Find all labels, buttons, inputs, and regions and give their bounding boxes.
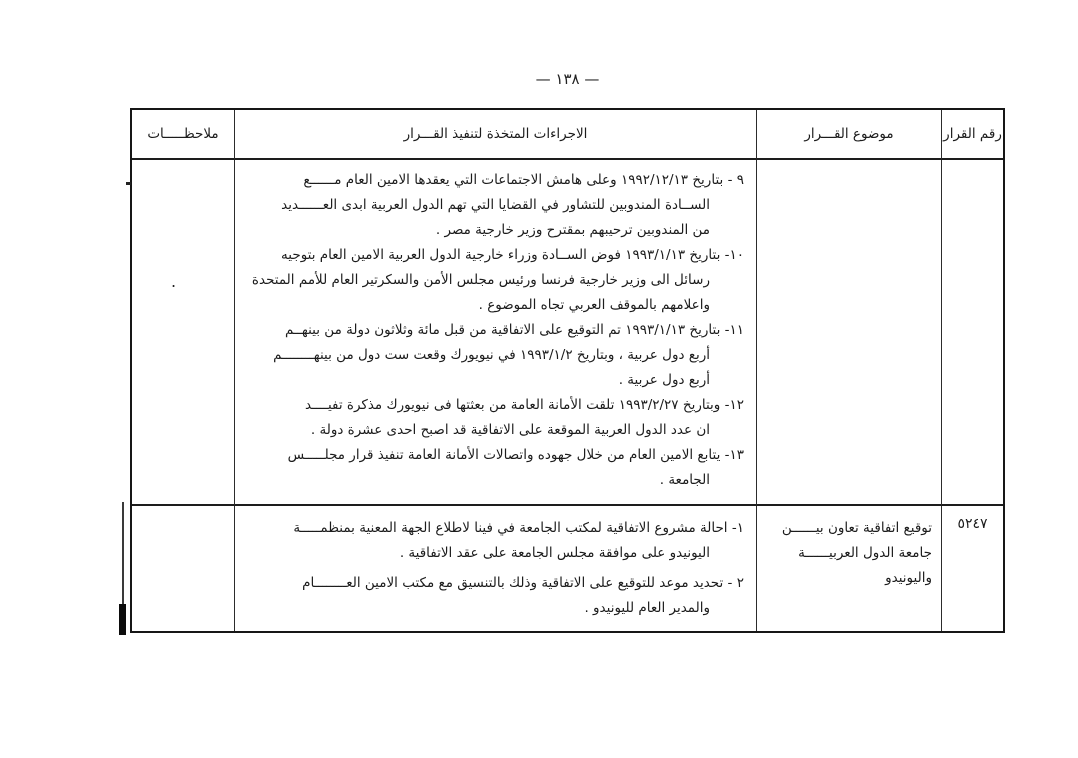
decision-subject-cell (756, 160, 941, 506)
text-line: أربع دول عربية . (618, 372, 710, 388)
procedure-item-9 (241, 168, 744, 243)
procedures-cell (234, 160, 756, 506)
column-header-decision-number: رقم القرار (941, 110, 1003, 160)
text-line: ١٠- بتاريخ ١٩٩٣/١/١٣ فوض الســادة وزراء خارجية الدول العربية الامين العام بتوجيه (281, 247, 744, 263)
text-line: ٩ - بتاريخ ١٩٩٢/١٢/١٣ وعلى هامش الاجتماعات التي يعقدها الامين العام مــــــع (303, 172, 744, 188)
decision-subject-cell (756, 506, 941, 631)
text-line: واليونيدو (885, 570, 932, 586)
notes-cell (132, 506, 234, 631)
text-line: واعلامهم بالموقف العربي تجاه الموضوع . (478, 297, 710, 313)
decision-number-cell: ٥٢٤٧ (941, 506, 1003, 631)
procedures-cell (234, 506, 756, 631)
column-header-notes: ملاحظـــــات (132, 110, 234, 160)
procedure-item-2 (241, 571, 744, 621)
scan-artifact (126, 182, 131, 185)
text-line: ١١- بتاريخ ١٩٩٣/١/١٣ تم التوقيع على الاتفاقية من قبل مائة وثلاثون دولة من بينهــم (284, 322, 744, 338)
decision-number-cell (941, 160, 1003, 506)
text-line: توقيع اتفاقية تعاون بيــــــن (781, 520, 932, 536)
text-line: اليونيدو على موافقة مجلس الجامعة على عقد الاتفاقية . (399, 545, 710, 561)
text-line: ١- احالة مشروع الاتفاقية لمكتب الجامعة في فينا لاطلاع الجهة المعنية بمنظمـــــة (293, 520, 744, 536)
procedure-item-12 (241, 393, 744, 443)
text-line: ٢ - تحديد موعد للتوقيع على الاتفاقية وذلك بالتنسيق مع مكتب الامين العــــــــام (302, 575, 744, 591)
procedure-item-13 (241, 443, 744, 493)
text-line: والمدير العام لليونيدو . (584, 600, 710, 616)
text-line: ١٣- يتابع الامين العام من خلال جهوده واتصالات الأمانة العامة تنفيذ قرار مجلـــــس (287, 447, 744, 463)
procedure-item-11 (241, 318, 744, 393)
text-line: الســادة المندوبين للتشاور في القضايا التي تهم الدول العربية ابدى العــــــديد (281, 197, 710, 213)
stray-ink-mark: . (171, 272, 177, 291)
text-line: ١٢- وبتاريخ ١٩٩٣/٢/٢٧ تلقت الأمانة العامة من بعثتها فى نيويورك مذكرة تفيــــد (305, 397, 744, 413)
notes-cell (132, 160, 234, 506)
text-line: الجامعة . (659, 472, 710, 488)
procedure-item-10 (241, 243, 744, 318)
decisions-table (130, 108, 1005, 633)
text-line: من المندوبين ترحيبهم بمقترح وزير خارجية مصر . (435, 222, 710, 238)
text-line: جامعة الدول العربيــــــة (798, 545, 932, 561)
procedure-item-1 (241, 516, 744, 566)
text-line: رسائل الى وزير خارجية فرنسا ورئيس مجلس الأمن والسكرتير العام للأمم المتحدة (251, 272, 710, 288)
page-number: — ١٣٨ — (535, 70, 600, 88)
text-line: ان عدد الدول العربية الموقعة على الاتفاقية قد اصبح احدى عشرة دولة . (310, 422, 710, 438)
column-header-decision-subject: موضوع القـــرار (756, 110, 941, 160)
scan-artifact (119, 604, 126, 635)
column-header-procedures: الاجراءات المتخذة لتنفيذ القـــرار (234, 110, 756, 160)
text-line: أربع دول عربية ، وبتاريخ ١٩٩٣/١/٢ في نيويورك وقعت ست دول من بينهــــــــم (273, 347, 710, 363)
